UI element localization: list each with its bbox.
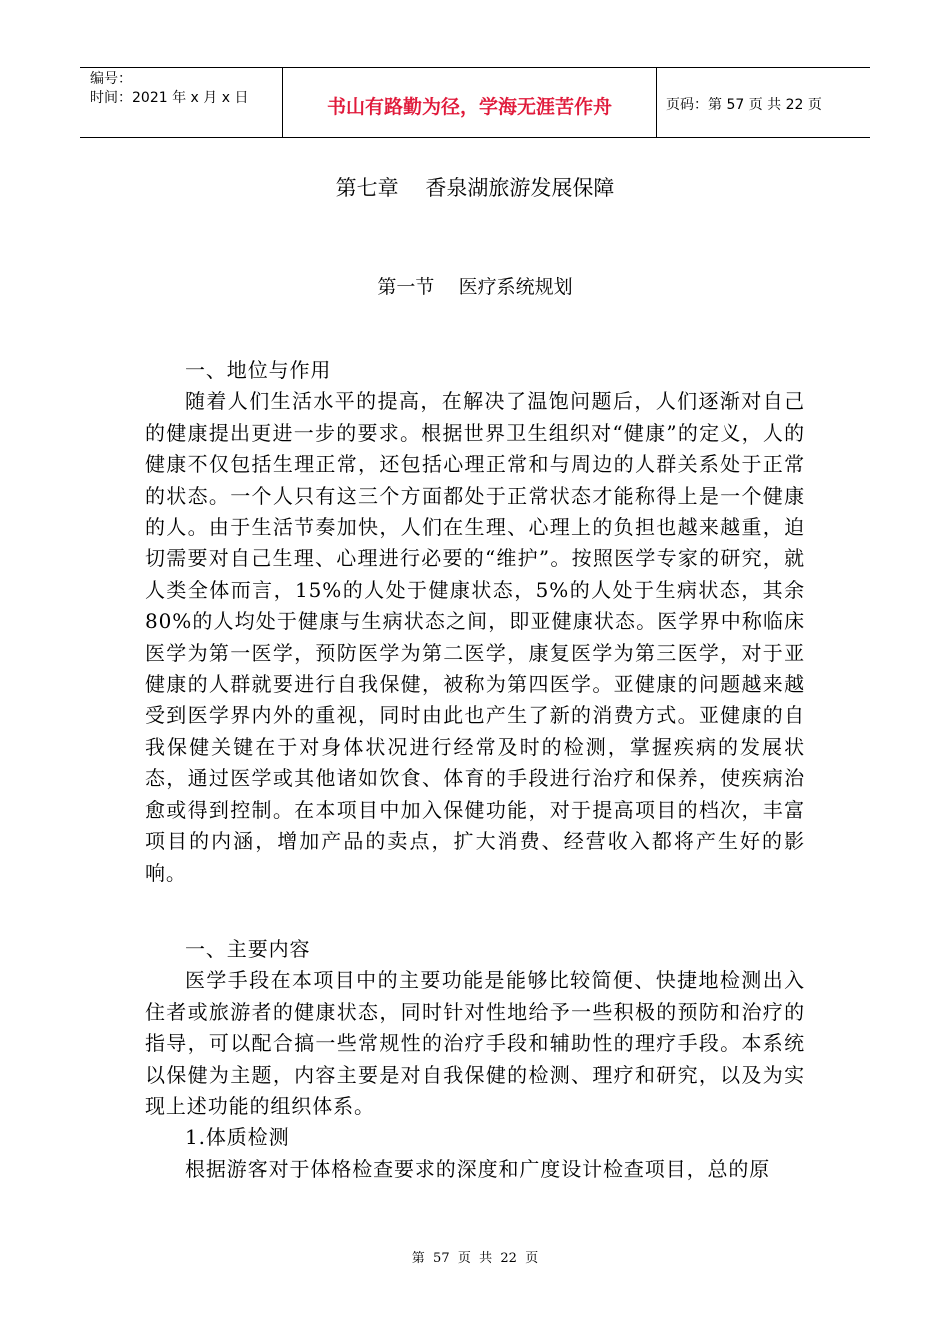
paragraph-physical-check: 根据游客对于体格检查要求的深度和广度设计检查项目，总的原: [185, 1156, 771, 1181]
header-meta-cell: [80, 68, 282, 137]
section-title: 第一节 医疗系统规划: [377, 276, 573, 298]
chapter-title: 第七章 香泉湖旅游发展保障: [335, 176, 615, 200]
paragraph-position-role: 随着人们生活水平的提高，在解决了温饱问题后，人们逐渐对自己的健康提出更进一步的要求。根据世界卫生组织对“健康”的定义，人的健康不仅包括生理正常，还包括心理正常和与周边的人群关系处于正常的状态。一个人只有这三个方面都处于正常状态才能称得上是一个健康的人。由于生活节奏加快，人们在生理、心理上的负担也越来越重，迫切需要对自己生理、心理进行必要的“维护”。按照医学专家的研究，就人类全体而言，15%的人处于健康状态，5%的人处于生病状态，其余 80%的人均处于健康与生病状态之间，即亚健康状态。医学界中称临床医学为第一医学，预防医学为第二医学，康复医学为第三医学，对于亚健康的人群就要进行自我保健，被称为第四医学。亚健康的问题越来越受到医学界内外的重视，同时由此也产生了新的消费方式。亚健康的自我保健关键在于对身体状况进行经常及时的检测，掌握疾病的发展状态，通过医学或其他诸如饮食、体育的手段进行治疗和保养，使疾病治愈或得到控制。在本项目中加入保健功能，对于提高项目的档次，丰富项目的内涵，增加产品的卖点，扩大消费、经营收入都将产生好的影响。: [145, 389, 805, 885]
header-motto-cell: [282, 68, 657, 137]
header-page-info: 页码：第 57 页 共 22 页: [666, 97, 822, 113]
heading-position-role: 一、地位与作用: [185, 358, 332, 382]
header-page-cell: [656, 68, 870, 137]
document-time-label: 时间：2021 年 x 月 x 日: [90, 90, 249, 106]
heading-main-content: 一、主要内容: [185, 936, 311, 961]
header-motto: 书山有路勤为径，学海无涯苦作舟: [326, 96, 612, 118]
document-body: [145, 355, 805, 1185]
heading-physical-check: 1.体质检测: [185, 1125, 290, 1150]
header-table: [80, 67, 870, 138]
page-footer: 第 57 页 共 22 页: [411, 1251, 539, 1266]
paragraph-main-content: 医学手段在本项目中的主要功能是能够比较简便、快捷地检测出入住者或旅游者的健康状态，同时针对性地给予一些积极的预防和治疗的指导，可以配合搞一些常规性的治疗手段和辅助性的理疗手段。本系统以保健为主题，内容主要是对自我保健的检测、理疗和研究，以及为实现上述功能的组织体系。: [145, 968, 805, 1118]
document-number-label: 编号：: [90, 71, 132, 87]
